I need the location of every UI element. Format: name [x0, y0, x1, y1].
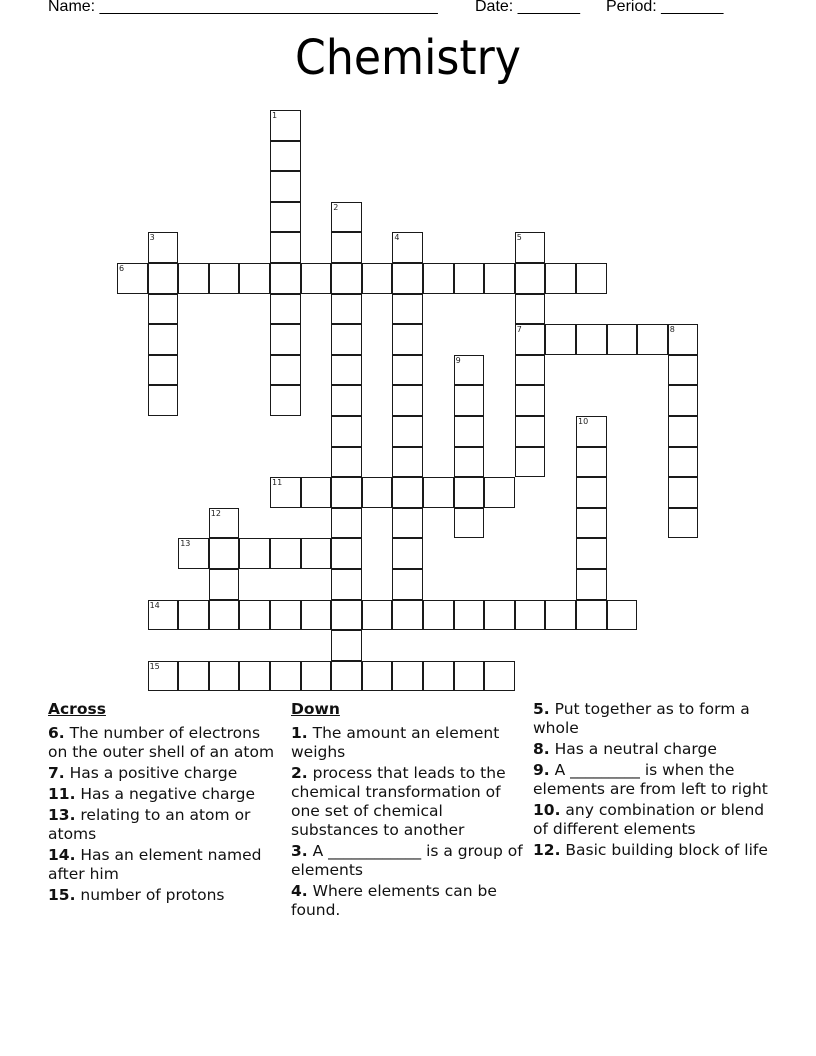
clue-number: 12 [210, 508, 221, 518]
clue-num: 6. [48, 724, 65, 742]
clue-text: A _________ is when the elements are from left to right [533, 761, 768, 798]
crossword-cell[interactable] [331, 600, 362, 631]
clue-text: A ____________ is a group of elements [291, 842, 523, 879]
crossword-cell[interactable] [515, 385, 546, 416]
crossword-cell[interactable] [545, 600, 576, 631]
date-field[interactable]: Date: _______ [475, 0, 580, 15]
crossword-cell[interactable] [239, 661, 270, 692]
crossword-cell[interactable] [301, 661, 332, 692]
crossword-cell[interactable] [392, 569, 423, 600]
down-clue [533, 700, 773, 738]
crossword-cell[interactable] [515, 600, 546, 631]
clue-num: 13. [48, 806, 76, 824]
crossword-cell[interactable] [362, 661, 393, 692]
crossword-cell[interactable] [515, 324, 546, 355]
crossword-cell[interactable] [148, 294, 179, 325]
crossword-cell[interactable] [331, 385, 362, 416]
crossword-cell[interactable] [515, 355, 546, 386]
crossword-cell[interactable] [454, 508, 485, 539]
crossword-cell[interactable] [392, 385, 423, 416]
crossword-cell[interactable] [239, 538, 270, 569]
crossword-cell[interactable] [454, 477, 485, 508]
clue-number: 5 [516, 233, 522, 243]
clue-num: 7. [48, 764, 65, 782]
crossword-cell[interactable] [209, 661, 240, 692]
crossword-cell[interactable] [668, 324, 699, 355]
crossword-cell[interactable] [209, 508, 240, 539]
crossword-cell[interactable] [515, 232, 546, 263]
crossword-cell[interactable] [331, 232, 362, 263]
crossword-cell[interactable] [209, 569, 240, 600]
crossword-cell[interactable] [148, 600, 179, 631]
across-clue [48, 785, 278, 804]
crossword-cell[interactable] [301, 600, 332, 631]
crossword-cell[interactable] [331, 294, 362, 325]
crossword-cell[interactable] [423, 477, 454, 508]
clue-number: 3 [149, 233, 155, 243]
crossword-cell[interactable] [270, 171, 301, 202]
clue-text: Where elements can be found. [291, 882, 497, 919]
name-field[interactable]: Name: ______________________________________ [48, 0, 438, 15]
crossword-cell[interactable] [239, 263, 270, 294]
across-clue [48, 764, 278, 783]
crossword-cell[interactable] [301, 538, 332, 569]
clue-number: 2 [333, 202, 339, 212]
crossword-cell[interactable] [148, 324, 179, 355]
clue-num: 2. [291, 764, 308, 782]
clue-num: 15. [48, 886, 76, 904]
clue-num: 4. [291, 882, 308, 900]
crossword-cell[interactable] [270, 110, 301, 141]
crossword-cell[interactable] [454, 385, 485, 416]
crossword-cell[interactable] [392, 324, 423, 355]
down-clue [291, 842, 526, 880]
crossword-cell[interactable] [331, 661, 362, 692]
clue-number: 1 [272, 111, 278, 120]
clue-text: Has a positive charge [64, 764, 238, 782]
crossword-cell[interactable] [576, 263, 607, 294]
crossword-cell[interactable] [576, 324, 607, 355]
across-clue [48, 886, 278, 905]
crossword-cell[interactable] [423, 600, 454, 631]
crossword-cell[interactable] [668, 416, 699, 447]
crossword-cell[interactable] [331, 447, 362, 478]
crossword-cell[interactable] [576, 569, 607, 600]
crossword-cell[interactable] [270, 355, 301, 386]
crossword-cell[interactable] [454, 416, 485, 447]
crossword-cell[interactable] [576, 600, 607, 631]
crossword-cell[interactable] [178, 661, 209, 692]
down-clue [291, 764, 526, 840]
down-clues [291, 700, 526, 922]
clue-text: The number of electrons on the outer shell of an atom [48, 724, 275, 761]
clue-num: 5. [533, 700, 550, 718]
crossword-cell[interactable] [362, 600, 393, 631]
crossword-cell[interactable] [515, 294, 546, 325]
clue-text: number of protons [75, 886, 225, 904]
down-clue [533, 801, 773, 839]
crossword-cell[interactable] [392, 232, 423, 263]
crossword-cell[interactable] [607, 324, 638, 355]
crossword-cell[interactable] [392, 294, 423, 325]
crossword-cell[interactable] [239, 600, 270, 631]
clue-text: Put together as to form a whole [533, 700, 750, 737]
clue-text: Has a neutral charge [549, 740, 717, 758]
crossword-cell[interactable] [331, 202, 362, 233]
crossword-cell[interactable] [454, 447, 485, 478]
crossword-cell[interactable] [209, 263, 240, 294]
crossword-cell[interactable] [331, 263, 362, 294]
crossword-cell[interactable] [148, 355, 179, 386]
crossword-cell[interactable] [576, 538, 607, 569]
crossword-cell[interactable] [454, 355, 485, 386]
clue-num: 3. [291, 842, 308, 860]
crossword-cell[interactable] [454, 600, 485, 631]
crossword-cell[interactable] [668, 447, 699, 478]
crossword-cell[interactable] [178, 538, 209, 569]
crossword-cell[interactable] [484, 477, 515, 508]
crossword-cell[interactable] [392, 477, 423, 508]
clue-num: 8. [533, 740, 550, 758]
crossword-cell[interactable] [331, 569, 362, 600]
clue-text: relating to an atom or atoms [48, 806, 251, 843]
crossword-cell[interactable] [148, 661, 179, 692]
period-field[interactable]: Period: _______ [606, 0, 724, 15]
clue-text: any combination or blend of different elements [533, 801, 765, 838]
crossword-cell[interactable] [423, 661, 454, 692]
across-clues [48, 700, 278, 907]
crossword-cell[interactable] [270, 202, 301, 233]
crossword-cell[interactable] [668, 477, 699, 508]
crossword-cell[interactable] [607, 600, 638, 631]
crossword-cell[interactable] [301, 477, 332, 508]
clue-num: 9. [533, 761, 550, 779]
crossword-cell[interactable] [637, 324, 668, 355]
crossword-cell[interactable] [331, 508, 362, 539]
crossword-cell[interactable] [148, 263, 179, 294]
clue-num: 1. [291, 724, 308, 742]
crossword-cell[interactable] [668, 385, 699, 416]
crossword-cell[interactable] [331, 630, 362, 661]
crossword-cell[interactable] [484, 661, 515, 692]
clue-text: Has a negative charge [75, 785, 256, 803]
crossword-cell[interactable] [392, 447, 423, 478]
crossword-cell[interactable] [209, 538, 240, 569]
clue-num: 10. [533, 801, 561, 819]
crossword-cell[interactable] [270, 385, 301, 416]
across-clue [48, 806, 278, 844]
crossword-cell[interactable] [392, 600, 423, 631]
clue-number: 9 [455, 355, 461, 365]
crossword-cell[interactable] [148, 232, 179, 263]
clue-number: 10 [578, 417, 589, 426]
crossword-cell[interactable] [545, 263, 576, 294]
crossword-cell[interactable] [270, 232, 301, 263]
clue-number: 7 [516, 325, 522, 335]
clue-num: 14. [48, 846, 76, 864]
crossword-cell[interactable] [178, 263, 209, 294]
across-heading: Across [48, 700, 106, 718]
clue-text: process that leads to the chemical transformation of one set of chemical substances to another [291, 764, 506, 839]
crossword-cell[interactable] [392, 355, 423, 386]
down-clues-continued [533, 700, 773, 862]
down-clue [291, 724, 526, 762]
crossword-cell[interactable] [270, 661, 301, 692]
crossword-cell[interactable] [270, 294, 301, 325]
crossword-cell[interactable] [270, 538, 301, 569]
crossword-cell[interactable] [576, 477, 607, 508]
crossword-cell[interactable] [178, 600, 209, 631]
clue-num: 12. [533, 841, 561, 859]
down-clue [533, 761, 773, 799]
crossword-cell[interactable] [392, 661, 423, 692]
crossword-cell[interactable] [576, 447, 607, 478]
page-title: Chemistry [295, 30, 521, 86]
clue-number: 4 [394, 233, 400, 243]
crossword-cell[interactable] [392, 538, 423, 569]
crossword-cell[interactable] [484, 600, 515, 631]
crossword-cell[interactable] [331, 355, 362, 386]
crossword-cell[interactable] [392, 416, 423, 447]
crossword-cell[interactable] [331, 416, 362, 447]
crossword-cell[interactable] [423, 263, 454, 294]
clue-text: Has an element named after him [48, 846, 262, 883]
crossword-cell[interactable] [668, 508, 699, 539]
clue-number: 8 [669, 325, 675, 335]
crossword-cell[interactable] [331, 477, 362, 508]
crossword-cell[interactable] [362, 263, 393, 294]
crossword-cell[interactable] [117, 263, 148, 294]
crossword-cell[interactable] [301, 263, 332, 294]
crossword-cell[interactable] [454, 263, 485, 294]
clue-number: 6 [119, 264, 125, 273]
crossword-cell[interactable] [545, 324, 576, 355]
crossword-cell[interactable] [362, 477, 393, 508]
down-heading: Down [291, 700, 340, 718]
crossword-cell[interactable] [515, 447, 546, 478]
crossword-cell[interactable] [270, 263, 301, 294]
crossword-cell[interactable] [484, 263, 515, 294]
clue-number: 15 [149, 661, 160, 671]
down-clue [533, 740, 773, 759]
crossword-cell[interactable] [209, 600, 240, 631]
crossword-cell[interactable] [270, 477, 301, 508]
crossword-cell[interactable] [331, 538, 362, 569]
crossword-cell[interactable] [331, 324, 362, 355]
crossword-cell[interactable] [668, 355, 699, 386]
crossword-cell[interactable] [392, 508, 423, 539]
crossword-cell[interactable] [270, 141, 301, 172]
crossword-cell[interactable] [270, 324, 301, 355]
down-clue [533, 841, 773, 860]
clue-num: 11. [48, 785, 76, 803]
crossword-cell[interactable] [454, 661, 485, 692]
clue-number: 11 [272, 478, 283, 488]
clue-text: Basic building block of life [560, 841, 768, 859]
clue-text: The amount an element weighs [291, 724, 500, 761]
crossword-cell[interactable] [576, 416, 607, 447]
clue-number: 13 [180, 539, 191, 549]
across-clue [48, 846, 278, 884]
crossword-cell[interactable] [148, 385, 179, 416]
crossword-cell[interactable] [392, 263, 423, 294]
crossword-cell[interactable] [515, 416, 546, 447]
across-clue [48, 724, 278, 762]
crossword-cell[interactable] [270, 600, 301, 631]
clue-number: 14 [149, 600, 160, 610]
down-clue [291, 882, 526, 920]
crossword-cell[interactable] [576, 508, 607, 539]
crossword-cell[interactable] [515, 263, 546, 294]
